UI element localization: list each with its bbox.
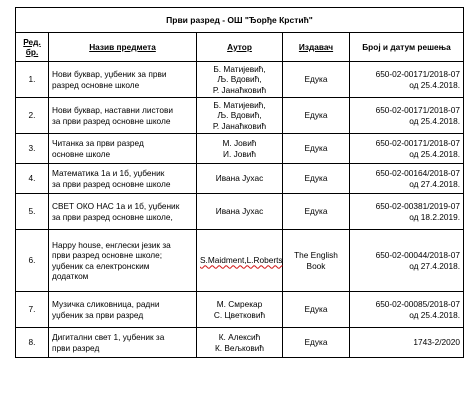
cell-publisher bbox=[283, 134, 350, 164]
cell-publisher-line: The English bbox=[294, 250, 338, 261]
cell-number: 3. bbox=[16, 134, 49, 164]
textbook-table bbox=[15, 7, 464, 358]
cell-publisher bbox=[283, 62, 350, 98]
header-num bbox=[16, 33, 49, 62]
cell-decision-line: 650-02-00044/2018-07 bbox=[375, 250, 461, 261]
cell-subject bbox=[49, 164, 197, 194]
cell-author-line: Б. Матијевић, bbox=[213, 63, 266, 74]
cell-decision-line: 650-02-00171/2018-07 bbox=[375, 138, 461, 149]
cell-decision bbox=[350, 194, 464, 230]
cell-subject-line: Нови буквар, наставни листови bbox=[52, 105, 174, 116]
cell-decision-line: од 25.4.2018. bbox=[409, 309, 461, 320]
cell-author bbox=[197, 328, 283, 358]
cell-number: 2. bbox=[16, 98, 49, 134]
cell-number: 5. bbox=[16, 194, 49, 230]
header-author: Аутор bbox=[197, 33, 283, 62]
table-title: Први разред - ОШ "Ђорђе Крстић" bbox=[16, 8, 464, 33]
cell-decision-line: 650-02-00381/2019-07 bbox=[375, 201, 461, 212]
cell-author-line: К. Вељковић bbox=[214, 342, 265, 353]
cell-subject-line: Математика 1а и 1б, уџбеник bbox=[52, 168, 165, 179]
cell-subject-line: први разред bbox=[52, 342, 100, 353]
cell-subject-line: основне школе bbox=[52, 148, 111, 159]
cell-decision bbox=[350, 292, 464, 328]
cell-decision-line: 650-02-00171/2018-07 bbox=[375, 105, 461, 116]
cell-publisher-line: Едука bbox=[304, 206, 328, 217]
cell-decision-line: 650-02-00171/2018-07 bbox=[375, 69, 461, 80]
cell-decision bbox=[350, 98, 464, 134]
table-row bbox=[16, 164, 464, 194]
cell-subject-line: уџбеник за први разред bbox=[52, 309, 144, 320]
cell-number: 4. bbox=[16, 164, 49, 194]
cell-subject-line: Дигитални свет 1, уџбеник за bbox=[52, 332, 165, 343]
cell-decision bbox=[350, 230, 464, 292]
cell-publisher bbox=[283, 98, 350, 134]
table-row bbox=[16, 328, 464, 358]
cell-subject-line: уџбеник са електронским bbox=[52, 260, 150, 271]
cell-decision-line: од 27.4.2018. bbox=[409, 260, 461, 271]
cell-author-line: S.Maidment,L.Roberts bbox=[200, 255, 283, 266]
table-row bbox=[16, 230, 464, 292]
cell-author-line: Љ. Вдовић, bbox=[217, 74, 262, 85]
cell-author bbox=[197, 164, 283, 194]
header-num-line2: бр. bbox=[25, 47, 39, 57]
cell-publisher-line: Едука bbox=[304, 110, 328, 121]
cell-author-line: И. Јовић bbox=[223, 148, 256, 159]
cell-subject-line: за први разред основне школе, bbox=[52, 211, 173, 222]
table-row bbox=[16, 62, 464, 98]
cell-author-line: Ивана Јухас bbox=[215, 206, 264, 217]
header-decision: Број и датум решења bbox=[350, 33, 464, 62]
cell-author-line: Р. Јанаћковић bbox=[212, 84, 267, 95]
cell-decision bbox=[350, 328, 464, 358]
cell-subject-line: додатком bbox=[52, 270, 89, 281]
table-row bbox=[16, 194, 464, 230]
cell-publisher-line: Едука bbox=[304, 74, 328, 85]
cell-subject bbox=[49, 292, 197, 328]
header-num-line1: Ред. bbox=[23, 36, 41, 47]
cell-publisher-line: Едука bbox=[304, 304, 328, 315]
cell-publisher bbox=[283, 164, 350, 194]
cell-author bbox=[197, 292, 283, 328]
cell-decision bbox=[350, 134, 464, 164]
cell-number: 1. bbox=[16, 62, 49, 98]
cell-number: 6. bbox=[16, 230, 49, 292]
cell-subject bbox=[49, 194, 197, 230]
cell-subject-line: први разред основне школе; bbox=[52, 250, 163, 261]
cell-author-line: М. Смрекар bbox=[216, 299, 263, 310]
cell-publisher-line: Едука bbox=[304, 143, 328, 154]
header-subject: Назив предмета bbox=[49, 33, 197, 62]
cell-subject bbox=[49, 62, 197, 98]
cell-subject-line: Happy house, енглески језик за bbox=[52, 239, 171, 250]
cell-subject bbox=[49, 134, 197, 164]
cell-decision-line: 650-02-00164/2018-07 bbox=[375, 168, 461, 179]
cell-publisher bbox=[283, 230, 350, 292]
cell-author-line: Р. Јанаћковић bbox=[212, 120, 267, 131]
cell-author bbox=[197, 230, 283, 292]
cell-decision-line: од 25.4.2018. bbox=[409, 79, 461, 90]
cell-author-line: М. Јовић bbox=[222, 138, 257, 149]
cell-subject-line: СВЕТ ОКО НАС 1а и 1б, уџбеник bbox=[52, 201, 180, 212]
cell-subject-line: Музичка сликовница, радни bbox=[52, 299, 160, 310]
table-row bbox=[16, 98, 464, 134]
cell-publisher-line: Едука bbox=[304, 173, 328, 184]
cell-author-line: К. Алексић bbox=[218, 332, 261, 343]
cell-subject-line: за први разред основне школе bbox=[52, 178, 171, 189]
cell-subject-line: разред основне школе bbox=[52, 79, 140, 90]
header-row bbox=[16, 33, 464, 62]
table-row bbox=[16, 292, 464, 328]
cell-decision-line: од 18.2.2019. bbox=[409, 211, 461, 222]
cell-author bbox=[197, 62, 283, 98]
cell-decision bbox=[350, 62, 464, 98]
cell-publisher bbox=[283, 292, 350, 328]
cell-subject-line: за први разред основне школе bbox=[52, 115, 171, 126]
cell-number: 7. bbox=[16, 292, 49, 328]
cell-publisher-line: Едука bbox=[304, 337, 328, 348]
cell-author-line: Љ. Вдовић, bbox=[217, 110, 262, 121]
cell-subject bbox=[49, 328, 197, 358]
header-publisher: Издавач bbox=[283, 33, 350, 62]
cell-author bbox=[197, 194, 283, 230]
cell-decision-line: 1743-2/2020 bbox=[413, 337, 461, 348]
cell-publisher-line: Book bbox=[306, 260, 326, 271]
cell-author-line: С. Цветковић bbox=[213, 309, 266, 320]
table-row bbox=[16, 134, 464, 164]
cell-author bbox=[197, 98, 283, 134]
cell-subject bbox=[49, 230, 197, 292]
cell-publisher bbox=[283, 328, 350, 358]
cell-author-line: Б. Матијевић, bbox=[213, 99, 266, 110]
cell-author bbox=[197, 134, 283, 164]
cell-decision bbox=[350, 164, 464, 194]
cell-decision-line: 650-02-00085/2018-07 bbox=[375, 299, 461, 310]
cell-subject-line: Нови буквар, уџбеник за први bbox=[52, 69, 167, 80]
cell-decision-line: од 27.4.2018. bbox=[409, 178, 461, 189]
cell-number: 8. bbox=[16, 328, 49, 358]
cell-publisher bbox=[283, 194, 350, 230]
cell-decision-line: од 25.4.2018. bbox=[409, 148, 461, 159]
cell-decision-line: од 25.4.2018. bbox=[409, 115, 461, 126]
cell-subject bbox=[49, 98, 197, 134]
cell-author-line: Ивана Јухас bbox=[215, 173, 264, 184]
cell-subject-line: Читанка за први разред bbox=[52, 138, 144, 149]
